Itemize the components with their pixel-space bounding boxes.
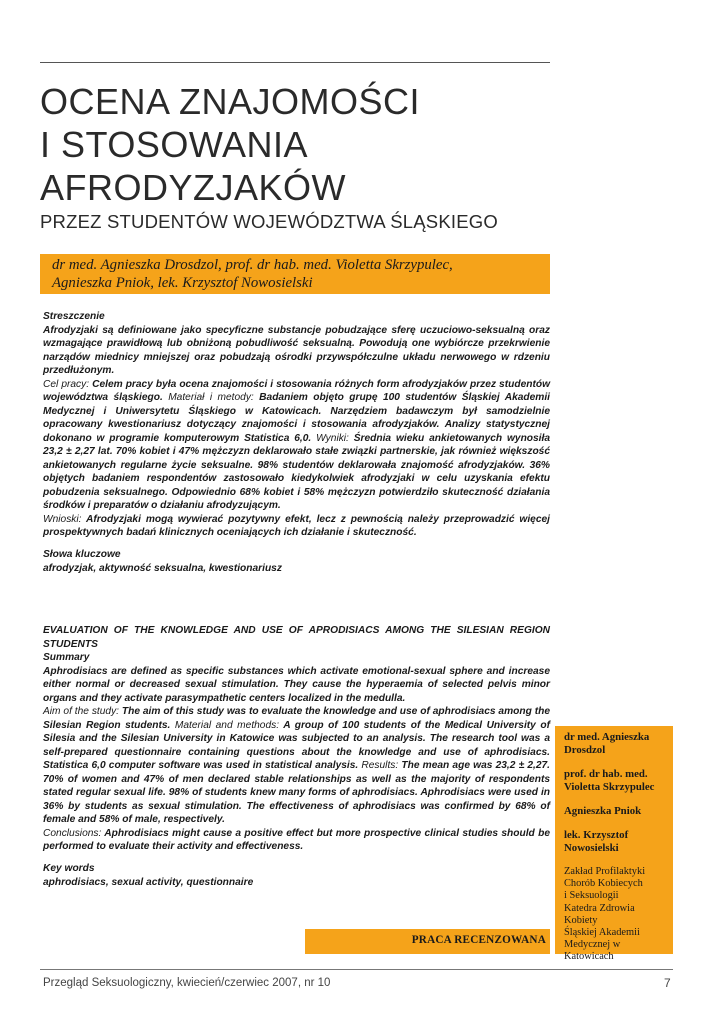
aim-label: Aim of the study: <box>43 706 120 717</box>
keywords-heading: Słowa kluczowe <box>43 549 121 560</box>
aim-text: Celem pracy była ocena znajomości i stosowania różnych form afrodyzjaków przez studentów województwa śląskiego. <box>43 378 550 403</box>
affiliation-line: Chorób Kobiecych <box>564 878 643 890</box>
methods-text: Badaniem objęto grupę 100 studentów Śląskiej Akademii Medycznej i Uniwersytetu Śląskiego w Katowicach. Narzędziem badawczym był samodzielnie opracowany kwestionariusz dotyczący znajomości i stosowania afrodyzjaków. Analizy statystycznej dokonano w programie komputerowym Statistica 6,0. <box>43 392 551 444</box>
results-text: Średnia wieku ankietowanych wynosiła 23,2 ± 2,27 lat. 70% kobiet i 47% mężczyzn deklarowało stałe związki partnerskie, jak również większość ankietowanych regularne życie seksualne. 98% studentów deklarowała znajomość afrodyzjaków. 36% objętych badaniem respondentów zastosowało kiedykolwiek afrodyzjaki w celu uzyskania efektu pobudzenia seksualnego. Odpowiednio 68% kobiet i 58% mężczyzn potwierdziło skuteczność działania środków i preparatów o działaniu afrodyzującym. <box>43 432 551 511</box>
methods-label: Material and methods: <box>170 719 280 731</box>
abstract-body <box>43 705 550 827</box>
keywords-english <box>43 862 550 889</box>
page-number: 7 <box>664 976 671 990</box>
keywords-heading: Key words <box>43 863 95 874</box>
abstract-body <box>43 378 550 513</box>
title-line: OCENA ZNAJOMOŚCI <box>40 81 421 122</box>
affiliation-line: Śląskiej Akademii <box>564 927 640 939</box>
sidebar-author: lek. Krzysztof Nowosielski <box>564 829 629 854</box>
conclusions-label: Conclusions: <box>43 827 102 839</box>
abstract-polish <box>43 310 550 540</box>
sidebar-author: dr med. Agnieszka Drosdzol <box>564 731 650 756</box>
keywords-polish <box>43 548 550 575</box>
article-subtitle: PRZEZ STUDENTÓW WOJEWÓDZTWA ŚLĄSKIEGO <box>40 211 498 232</box>
author-affiliation-box <box>555 726 673 963</box>
abstract-heading: Summary <box>43 652 90 663</box>
english-title: EVALUATION OF THE KNOWLEDGE AND USE OF APRODISIACS AMONG THE SILESIAN REGION STUDENTS <box>43 625 550 650</box>
authors-bar <box>40 254 550 294</box>
title-line: AFRODYZJAKÓW <box>40 167 347 208</box>
journal-footer: Przegląd Seksuologiczny, kwiecień/czerwiec 2007, nr 10 <box>43 977 331 989</box>
authors-line: Agnieszka Pniok, lek. Krzysztof Nowosielski <box>52 275 313 291</box>
affiliation-line: Zakład Profilaktyki <box>564 866 646 877</box>
bottom-rule <box>40 969 673 970</box>
abstract-intro: Afrodyzjaki są definiowane jako specyficzne substancje pobudzające sferę uczuciowo-seksualną oraz wzmagające prawidłową lub obniżoną pobudliwość seksualną. Powodują one wybiórcze przekrwienie narządów miednicy mniejszej oraz pobudzają ośrodki przywspółczulne układu nerwowego w rdzeniu przedłużonym. <box>43 324 550 376</box>
results-label: Results: <box>358 760 399 771</box>
keywords-list: afrodyzjak, aktywność seksualna, kwestionariusz <box>43 562 282 574</box>
sidebar-author: prof. dr hab. med. Violetta Skrzypulec <box>564 768 655 793</box>
abstract-intro: Aphrodisiacs are defined as specific substances which activate emotional-sexual sphere and increase either normal or decreased sexual stimulation. They cause the hyperaemia of selected pelvis minor organs and they activate parasympathetic centers localized in the medulla. <box>43 665 550 704</box>
abstract-conclusions <box>43 513 550 540</box>
sidebar-author: Agnieszka Pniok <box>564 805 642 817</box>
methods-text: A group of 100 students of the Medical University of Silesia and the Silesian University in Katowice was subjected to an analysis. The research tool was a self-prepared questionnaire containing questions about the knowledge and use of aphrodisiacs. Statistica 6,0 computer software was used in statistical analysis. <box>43 719 550 771</box>
affiliation-line: i Seksuologii <box>564 890 619 902</box>
results-label: Wyniki: <box>311 432 349 444</box>
methods-label: Materiał i metody: <box>162 392 254 403</box>
keywords-list: aphrodisiacs, sexual activity, questionnaire <box>43 876 254 888</box>
aim-text: The aim of this study was to evaluate the knowledge and use of aphrodisiacs among the Silesian Region students. <box>43 706 550 731</box>
article-title <box>40 80 560 209</box>
affiliation-line: Medycznej w Katowicach <box>564 939 621 963</box>
abstract-heading: Streszczenie <box>43 311 105 322</box>
title-line: I STOSOWANIA <box>40 124 309 165</box>
results-text: The mean age was 23,2 ± 2,27. 70% of women and 47% of men declared stable relationships as well as the majority of respondents stated regular sexual life. 98% of students knew many forms of aphrodisiacs. Aphrodisiacs were used in 36% by students as sexual stimulation. The effectiveness of aphrodisiacs was confirmed by 68% of female and 58% of male, respectively. <box>43 760 550 825</box>
top-rule <box>40 62 550 63</box>
conclusions-text: Afrodyzjaki mogą wywierać pozytywny efekt, lecz z pewnością należy przeprowadzić więcej prospektywnych badań klinicznych oceniających ich działanie i skuteczność. <box>43 513 550 538</box>
conclusions-label: Wnioski: <box>43 513 82 525</box>
abstract-english <box>43 624 550 854</box>
aim-label: Cel pracy: <box>43 378 90 390</box>
peer-reviewed-badge: PRACA RECENZOWANA <box>305 929 550 954</box>
conclusions-text: Aphrodisiacs might cause a positive effect but more prospective clinical studies should be performed to evaluate their activity and effectiveness. <box>43 827 550 852</box>
abstract-conclusions <box>43 827 550 854</box>
affiliation-line: Katedra Zdrowia Kobiety <box>564 902 635 926</box>
authors-line: dr med. Agnieszka Drosdzol, prof. dr hab. med. Violetta Skrzypulec, <box>52 257 453 273</box>
